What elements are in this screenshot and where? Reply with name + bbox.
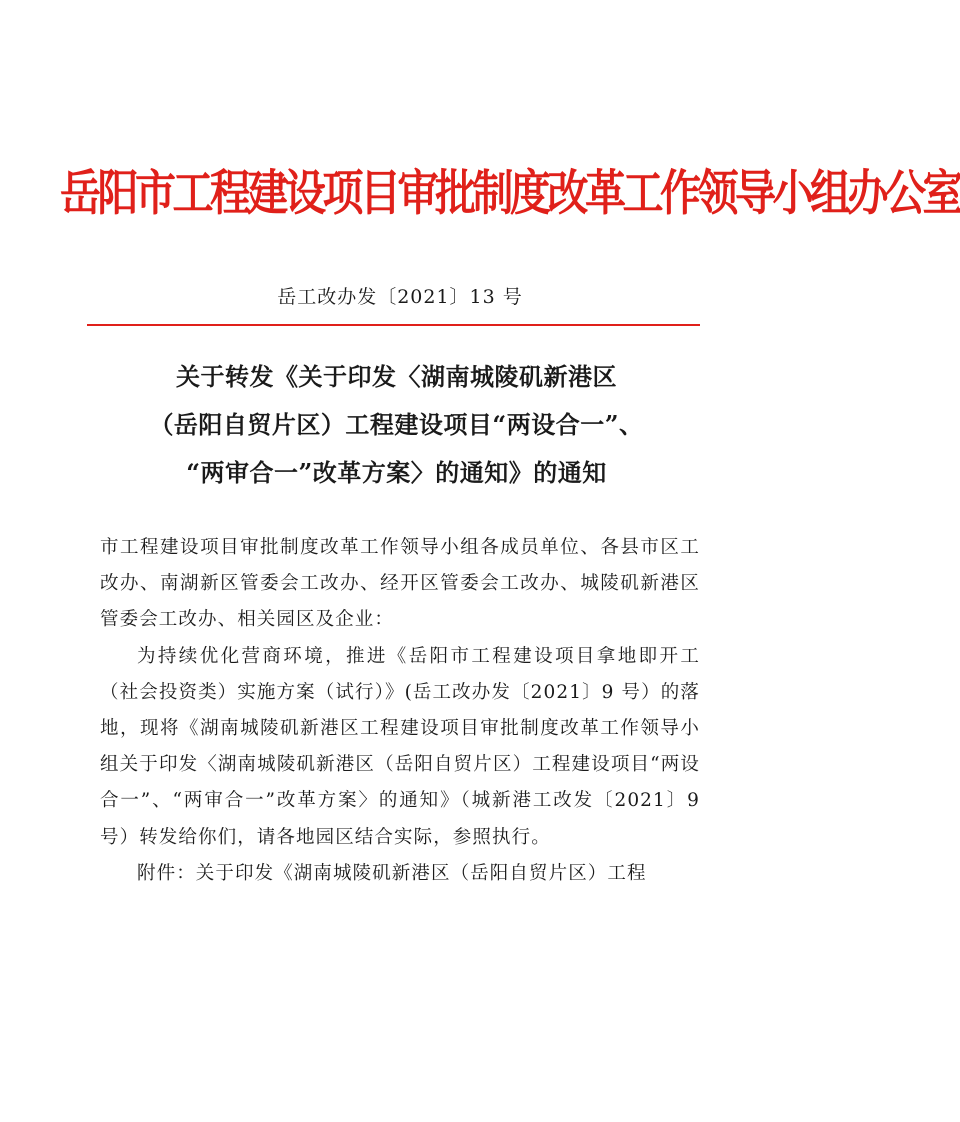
- main-paragraph: 为持续优化营商环境，推进《岳阳市工程建设项目拿地即开工（社会投资类）实施方案（试行）》(岳工改办发〔2021〕9 号）的落地，现将《湖南城陵矶新港区工程建设项目审批制度改革工作领导小组关于印发〈湖南城陵矶新港区（岳阳自贸片区）工程建设项目“两设合一”、“两审合一”改革方案〉的通知》（城新港工改发〔2021〕9 号）转发给你们，请各地园区结合实际，参照执行。: [100, 645, 700, 848]
- title-line-3: “两审合一”改革方案〉的通知》的通知: [186, 458, 607, 487]
- organization-header: 岳阳市工程建设项目审批制度改革工作领导小组办公室: [60, 164, 960, 222]
- red-divider-line: [87, 324, 700, 326]
- document-number: 岳工改办发〔2021〕13 号: [277, 286, 523, 308]
- document-body: [100, 530, 700, 892]
- title-line-2: （岳阳自贸片区）工程建设项目“两设合一”、: [149, 410, 644, 439]
- title-line-1: 关于转发《关于印发〈湖南城陵矶新港区: [176, 362, 617, 391]
- addressee-paragraph: 市工程建设项目审批制度改革工作领导小组各成员单位、各县市区工改办、南湖新区管委会工改办、经开区管委会工改办、城陵矶新港区管委会工改办、相关园区及企业：: [100, 537, 700, 631]
- attachment-line: 附件：关于印发《湖南城陵矶新港区（岳阳自贸片区）工程: [137, 862, 647, 884]
- document-title: [95, 353, 698, 497]
